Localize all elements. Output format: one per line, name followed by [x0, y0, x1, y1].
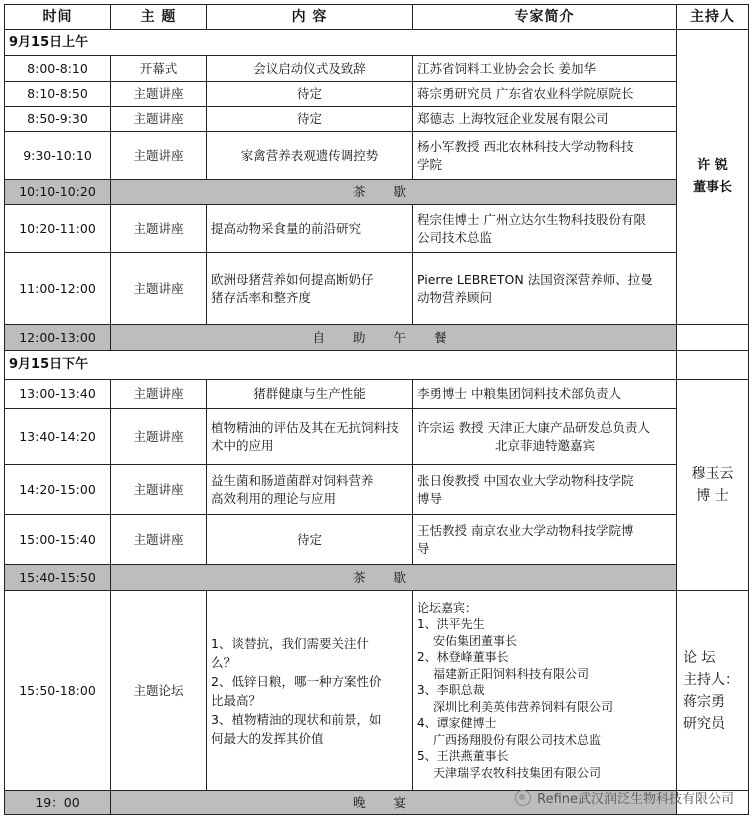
expert-cell: 郑德志 上海牧冠企业发展有限公司: [413, 107, 677, 132]
break-label: 茶歇: [111, 565, 677, 591]
table-row: [5, 132, 749, 180]
content-cell: 植物精油的评估及其在无抗饲料技 术中的应用: [207, 409, 413, 465]
expert-cell: 杨小军教授 西北农林科技大学动物科技 学院: [413, 132, 677, 180]
time-cell: 10:20-11:00: [5, 205, 111, 253]
break-row: [5, 325, 749, 351]
expert-cell: 江苏省饲料工业协会会长 姜加华: [413, 56, 677, 82]
expert-cell: 李勇博士 中粮集团饲料技术部负责人: [413, 380, 677, 409]
forum-questions: 1、谈替抗，我们需要关注什 么？ 2、低锌日粮，哪一种方案性价 比最高？ 3、植物精油的现状和前景，如 何最大的发挥其价值: [207, 591, 413, 791]
topic-cell: 主题讲座: [111, 253, 207, 325]
break-time: 19：00: [5, 791, 111, 815]
day-label: 9月15日下午: [5, 351, 677, 380]
break-time: 15:40-15:50: [5, 565, 111, 591]
host-morning: [677, 30, 749, 325]
break-label: 晚宴: [111, 791, 677, 815]
break-row: [5, 180, 749, 205]
time-cell: 11:00-12:00: [5, 253, 111, 325]
time-cell: 9:30-10:10: [5, 132, 111, 180]
content-cell: 猪群健康与生产性能: [207, 380, 413, 409]
watermark: [515, 788, 734, 807]
expert-cell: 许宗运 教授 天津正大康产品研发总负责人 北京菲迪特邀嘉宾: [413, 409, 677, 465]
break-time: 12:00-13:00: [5, 325, 111, 351]
content-cell: 待定: [207, 82, 413, 107]
host-empty-cell: [677, 325, 749, 351]
content-cell: 提高动物采食量的前沿研究: [207, 205, 413, 253]
time-cell: 8:10-8:50: [5, 82, 111, 107]
time-cell: 15:50-18:00: [5, 591, 111, 791]
break-label: 茶歇: [111, 180, 677, 205]
content-cell: 待定: [207, 515, 413, 565]
topic-cell: 主题论坛: [111, 591, 207, 791]
host-name: 穆玉云: [691, 466, 734, 482]
host-name: 许 锐: [697, 158, 728, 173]
time-cell: 8:00-8:10: [5, 56, 111, 82]
time-cell: 14:20-15:00: [5, 465, 111, 515]
forum-guests: 论坛嘉宾： 1、洪平先生 安佑集团董事长 2、林登峰董事长 福建新正阳饲料科技有限公司 3、李职总裁 深圳比利美英伟营养饲料有限公司 4、谭家健博士 广西扬翔股份有限公司技术总监 5、王洪燕董事长 天津瑞孚农牧科技集团有限公司: [413, 591, 677, 791]
content-cell: 欧洲母猪营养如何提高断奶仔 猪存活率和整齐度: [207, 253, 413, 325]
table-row: [5, 82, 749, 107]
host-title: 博 士: [696, 488, 729, 504]
topic-cell: 主题讲座: [111, 515, 207, 565]
break-row: [5, 565, 749, 591]
host-empty-cell: [677, 351, 749, 380]
forum-row: [5, 591, 749, 791]
table-row: [5, 465, 749, 515]
topic-cell: 主题讲座: [111, 409, 207, 465]
expert-cell: 程宗佳博士 广州立达尔生物科技股份有限 公司技术总监: [413, 205, 677, 253]
wechat-icon: [515, 790, 531, 806]
topic-cell: 主题讲座: [111, 465, 207, 515]
host-title: 董事长: [692, 180, 732, 195]
topic-cell: 主题讲座: [111, 82, 207, 107]
header-content: 内 容: [207, 5, 413, 30]
expert-cell: Pierre LEBRETON 法国资深营养师、拉曼 动物营养顾问: [413, 253, 677, 325]
content-cell: 会议启动仪式及致辞: [207, 56, 413, 82]
table-row: [5, 409, 749, 465]
time-cell: 15:00-15:40: [5, 515, 111, 565]
table-row: [5, 515, 749, 565]
break-time: 10:10-10:20: [5, 180, 111, 205]
header-topic: 主 题: [111, 5, 207, 30]
day-row: [5, 351, 749, 380]
host-name: 蒋宗勇: [683, 693, 725, 710]
host-afternoon: [677, 380, 749, 591]
table-row: [5, 56, 749, 82]
table-row: [5, 380, 749, 409]
expert-cell: 张日俊教授 中国农业大学动物科技学院 博导: [413, 465, 677, 515]
header-time: 时间: [5, 5, 111, 30]
break-label: 自助午餐: [111, 325, 677, 351]
content-cell: 待定: [207, 107, 413, 132]
host-title: 论 坛: [683, 649, 716, 666]
table-row: [5, 253, 749, 325]
watermark-text: Refine武汉润泛生物科技有限公司: [537, 792, 734, 807]
table-row: [5, 107, 749, 132]
header-expert: 专家简介: [413, 5, 677, 30]
time-cell: 13:40-14:20: [5, 409, 111, 465]
schedule-table: [4, 4, 749, 815]
topic-cell: 开幕式: [111, 56, 207, 82]
header-host: 主持人: [677, 5, 749, 30]
host-forum: [677, 591, 749, 791]
host-title: 主持人：: [683, 671, 739, 688]
topic-cell: 主题讲座: [111, 205, 207, 253]
content-cell: 益生菌和肠道菌群对饲料营养 高效利用的理论与应用: [207, 465, 413, 515]
topic-cell: 主题讲座: [111, 132, 207, 180]
expert-cell: 王恬教授 南京农业大学动物科技学院博 导: [413, 515, 677, 565]
topic-cell: 主题讲座: [111, 380, 207, 409]
time-cell: 13:00-13:40: [5, 380, 111, 409]
day-label: 9月15日上午: [5, 30, 677, 56]
host-title: 研究员: [683, 715, 725, 732]
time-cell: 8:50-9:30: [5, 107, 111, 132]
content-cell: 家禽营养表观遗传调控势: [207, 132, 413, 180]
table-row: [5, 205, 749, 253]
topic-cell: 主题讲座: [111, 107, 207, 132]
header-row: [5, 5, 749, 30]
expert-cell: 蒋宗勇研究员 广东省农业科学院原院长: [413, 82, 677, 107]
day-row: [5, 30, 749, 56]
